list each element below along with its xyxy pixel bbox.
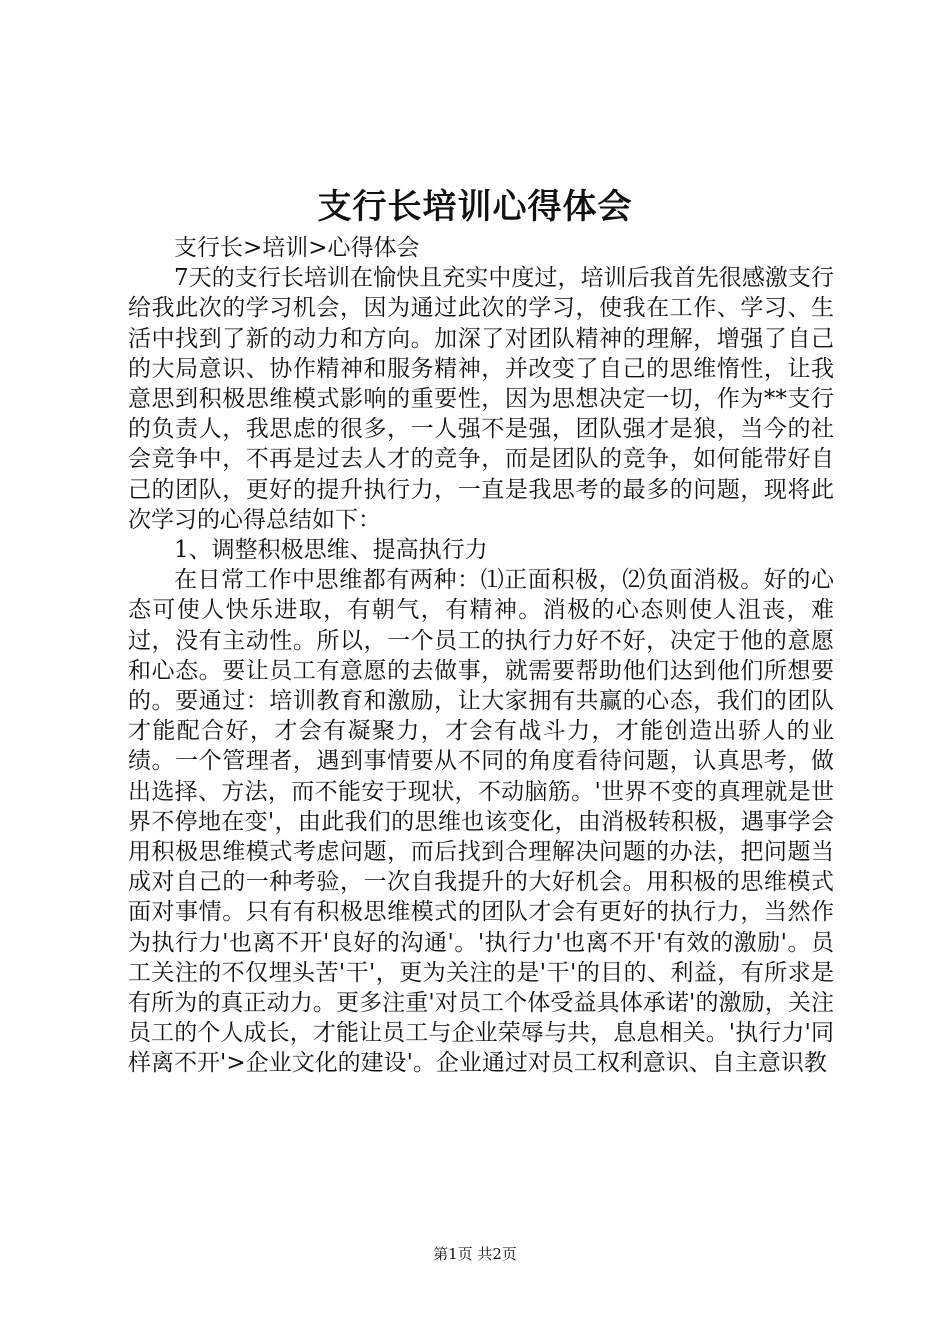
page-number-label: 第1页 共2页 — [433, 1245, 517, 1263]
paragraph-body: 在日常工作中思维都有两种：⑴正面积极，⑵负面消极。好的心态可使人快乐进取，有朝气，有精神。消极的心态则使人沮丧，难过，没有主动性。所以，一个员工的执行力好不好，决定于他的意愿和心态。要让员工有意愿的去做事，就需要帮助他们达到他们所想要的。要通过：培训教育和激励，让大家拥有共赢的心态，我们的团队才能配合好，才会有凝聚力，才会有战斗力，才能创造出骄人的业绩。一个管理者，遇到事情要从不同的角度看待问题，认真思考，做出选择、方法，而不能安于现状，不动脑筋。'世界不变的真理就是世界不停地在变'，由此我们的思维也该变化，由消极转积极，遇事学会用积极思维模式考虑问题，而后找到合理解决问题的办法，把问题当成对自己的一种考验，一次自我提升的大好机会。用积极的思维模式面对事情。只有有积极思维模式的团队才会有更好的执行力，当然作为执行力'也离不开'良好的沟通'。'执行力'也离不开'有效的激励'。员工关注的不仅埋头苦'干'，更为关注的是'干'的目的、利益，有所求是有所为的真正动力。更多注重'对员工个体受益具体承诺'的激励，关注员工的个人成长，才能让员工与企业荣辱与共，息息相关。'执行力'同样离不开'>企业文化的建设'。企业通过对员工权利意识、自主意识教 — [128, 567, 834, 1077]
section-heading: 1、调整积极思维、提高执行力 — [174, 537, 488, 564]
breadcrumb: 支行长>培训>心得体会 — [174, 235, 420, 261]
page-footer — [0, 1244, 950, 1264]
document-body — [128, 233, 834, 1079]
document-title: 支行长培训心得体会 — [317, 187, 633, 227]
paragraph-intro: 7天的支行长培训在愉快且充实中度过，培训后我首先很感激支行给我此次的学习机会，因为通过此次的学习，使我在工作、学习、生活中找到了新的动力和方向。加深了对团队精神的理解，增强了自己的大局意识、协作精神和服务精神，并改变了自己的思维惰性，让我意思到积极思维模式影响的重要性，因为思想决定一切，作为**支行的负责人，我思虑的很多，一人强不是强，团队强才是狼，当今的社会竞争中，不再是过去人才的竞争，而是团队的竞争，如何能带好自己的团队，更好的提升执行力，一直是我思考的最多的问题，现将此次学习的心得总结如下： — [128, 265, 834, 533]
